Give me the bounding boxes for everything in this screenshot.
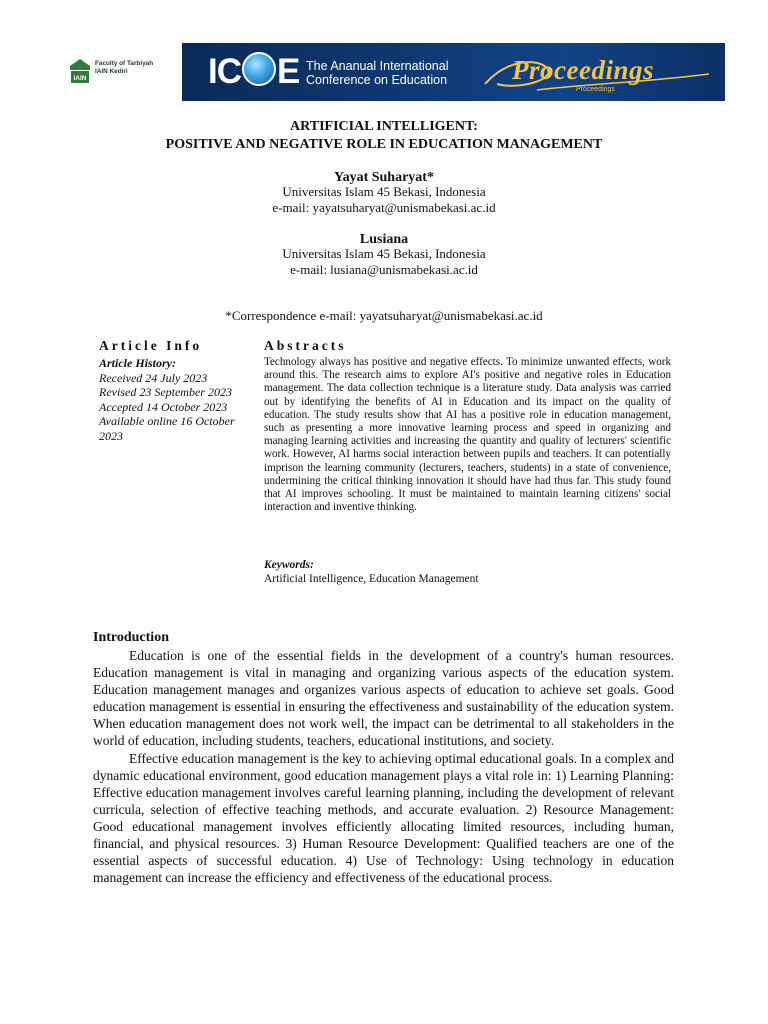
introduction-paragraph-1: Education is one of the essential fields in the development of a country's human resources. Education management is vital in managing and organizing various aspects of the education system. Education management manages and organizes various aspects of education to achieve set goals. Good education management is essential in ensuring the effectiveness and sustainability of the education system. When education management does not work well, the impact can be detrimental to all stakeholders in the world of education, including students, teachers, educational institutions, and society. (93, 648, 674, 749)
keywords-value: Artificial Intelligence, Education Management (264, 573, 479, 585)
iain-logo-icon (68, 58, 92, 84)
abstract-text: Technology always has positive and negative effects. To minimize unwanted effects, work around this. The research aims to explore AI's positive and negative roles in Education management. The data collection technique is a literature study. Data analysis was carried out by identifying the benefits of AI in Education and its impact on the quality of education. The study results show that AI has a positive role in education management, such as presenting a more innovative learning process and speed in organizing and managing learning activities and increasing the quantity and quality of lecturers' scientific work. However, AI harms social interaction between pupils and teachers. It can potentially imprison the learning community (lecturers, teachers, students) in a state of convenience, undermining the critical thinking innovation it should have had thus far. This study found that AI improves schooling. It must be maintained to maintain learning citizens' social interaction and inventive thinking. (264, 356, 671, 514)
faculty-line1: Faculty of Tarbiyah (95, 60, 154, 67)
conference-name-line2: Conference on Education (306, 73, 448, 87)
conference-banner (182, 43, 725, 101)
title-line2: POSITIVE AND NEGATIVE ROLE IN EDUCATION MANAGEMENT (165, 137, 603, 152)
accepted-date: Accepted 14 October 2023 (99, 399, 228, 414)
acronym-right: E (277, 52, 300, 91)
paper-title (0, 118, 768, 154)
conference-acronym (208, 52, 299, 92)
article-history (99, 356, 257, 443)
conference-name (306, 59, 448, 87)
logo-letters: IAIN (73, 75, 87, 82)
author-affiliation-2: Universitas Islam 45 Bekasi, Indonesia (282, 246, 486, 261)
faculty-line2: IAIN Kediri (95, 68, 128, 75)
conference-name-line1: The Ananual International (306, 59, 449, 73)
author-email-2: e-mail: lusiana@unismabekasi.ac.id (290, 262, 478, 277)
author-name-1: Yayat Suharyat* (334, 170, 434, 185)
online-date: Available online 16 October 2023 (99, 414, 235, 443)
globe-icon (242, 52, 276, 86)
introduction-heading: Introduction (93, 630, 169, 645)
faculty-logo-block (68, 56, 180, 86)
title-line1: ARTIFICIAL INTELLIGENT: (290, 119, 478, 134)
article-info-heading: Article Info (99, 338, 203, 353)
author-email-1: e-mail: yayatsuharyat@unismabekasi.ac.id (272, 200, 496, 215)
abstract-heading: Abstracts (264, 338, 347, 353)
faculty-name (95, 60, 185, 76)
author-name-2: Lusiana (359, 232, 409, 247)
keywords-label: Keywords: (264, 559, 314, 571)
introduction-paragraph-2: Effective education management is the key to achieving optimal educational goals. In a complex and dynamic educational environment, good education management plays a vital role in: 1) Learning Planning: Effective education management involves careful learning planning, including the development of relevant curricula, selection of effective teaching methods, and accurate evaluation. 2) Resource Management: Good educational management involves efficiently allocating limited resources, including human, financial, and physical resources. 3) Human Resource Development: Qualified teachers are one of the essential aspects of successful education. 4) Use of Technology: Using technology in education management can increase the efficiency and effectiveness of the educational process. (93, 750, 674, 886)
proceedings-title: Proceedings (512, 55, 654, 85)
revised-date: Revised 23 September 2023 (99, 385, 232, 399)
author-affiliation-1: Universitas Islam 45 Bekasi, Indonesia (282, 184, 486, 199)
correspondence-email: *Correspondence e-mail: yayatsuharyat@unismabekasi.ac.id (225, 308, 543, 323)
article-history-label: Article History: (99, 356, 176, 370)
acronym-left: IC (208, 52, 241, 91)
proceedings-subtitle: Proceedings (576, 86, 615, 93)
introduction-body (93, 647, 674, 886)
received-date: Received 24 July 2023 (99, 370, 208, 385)
